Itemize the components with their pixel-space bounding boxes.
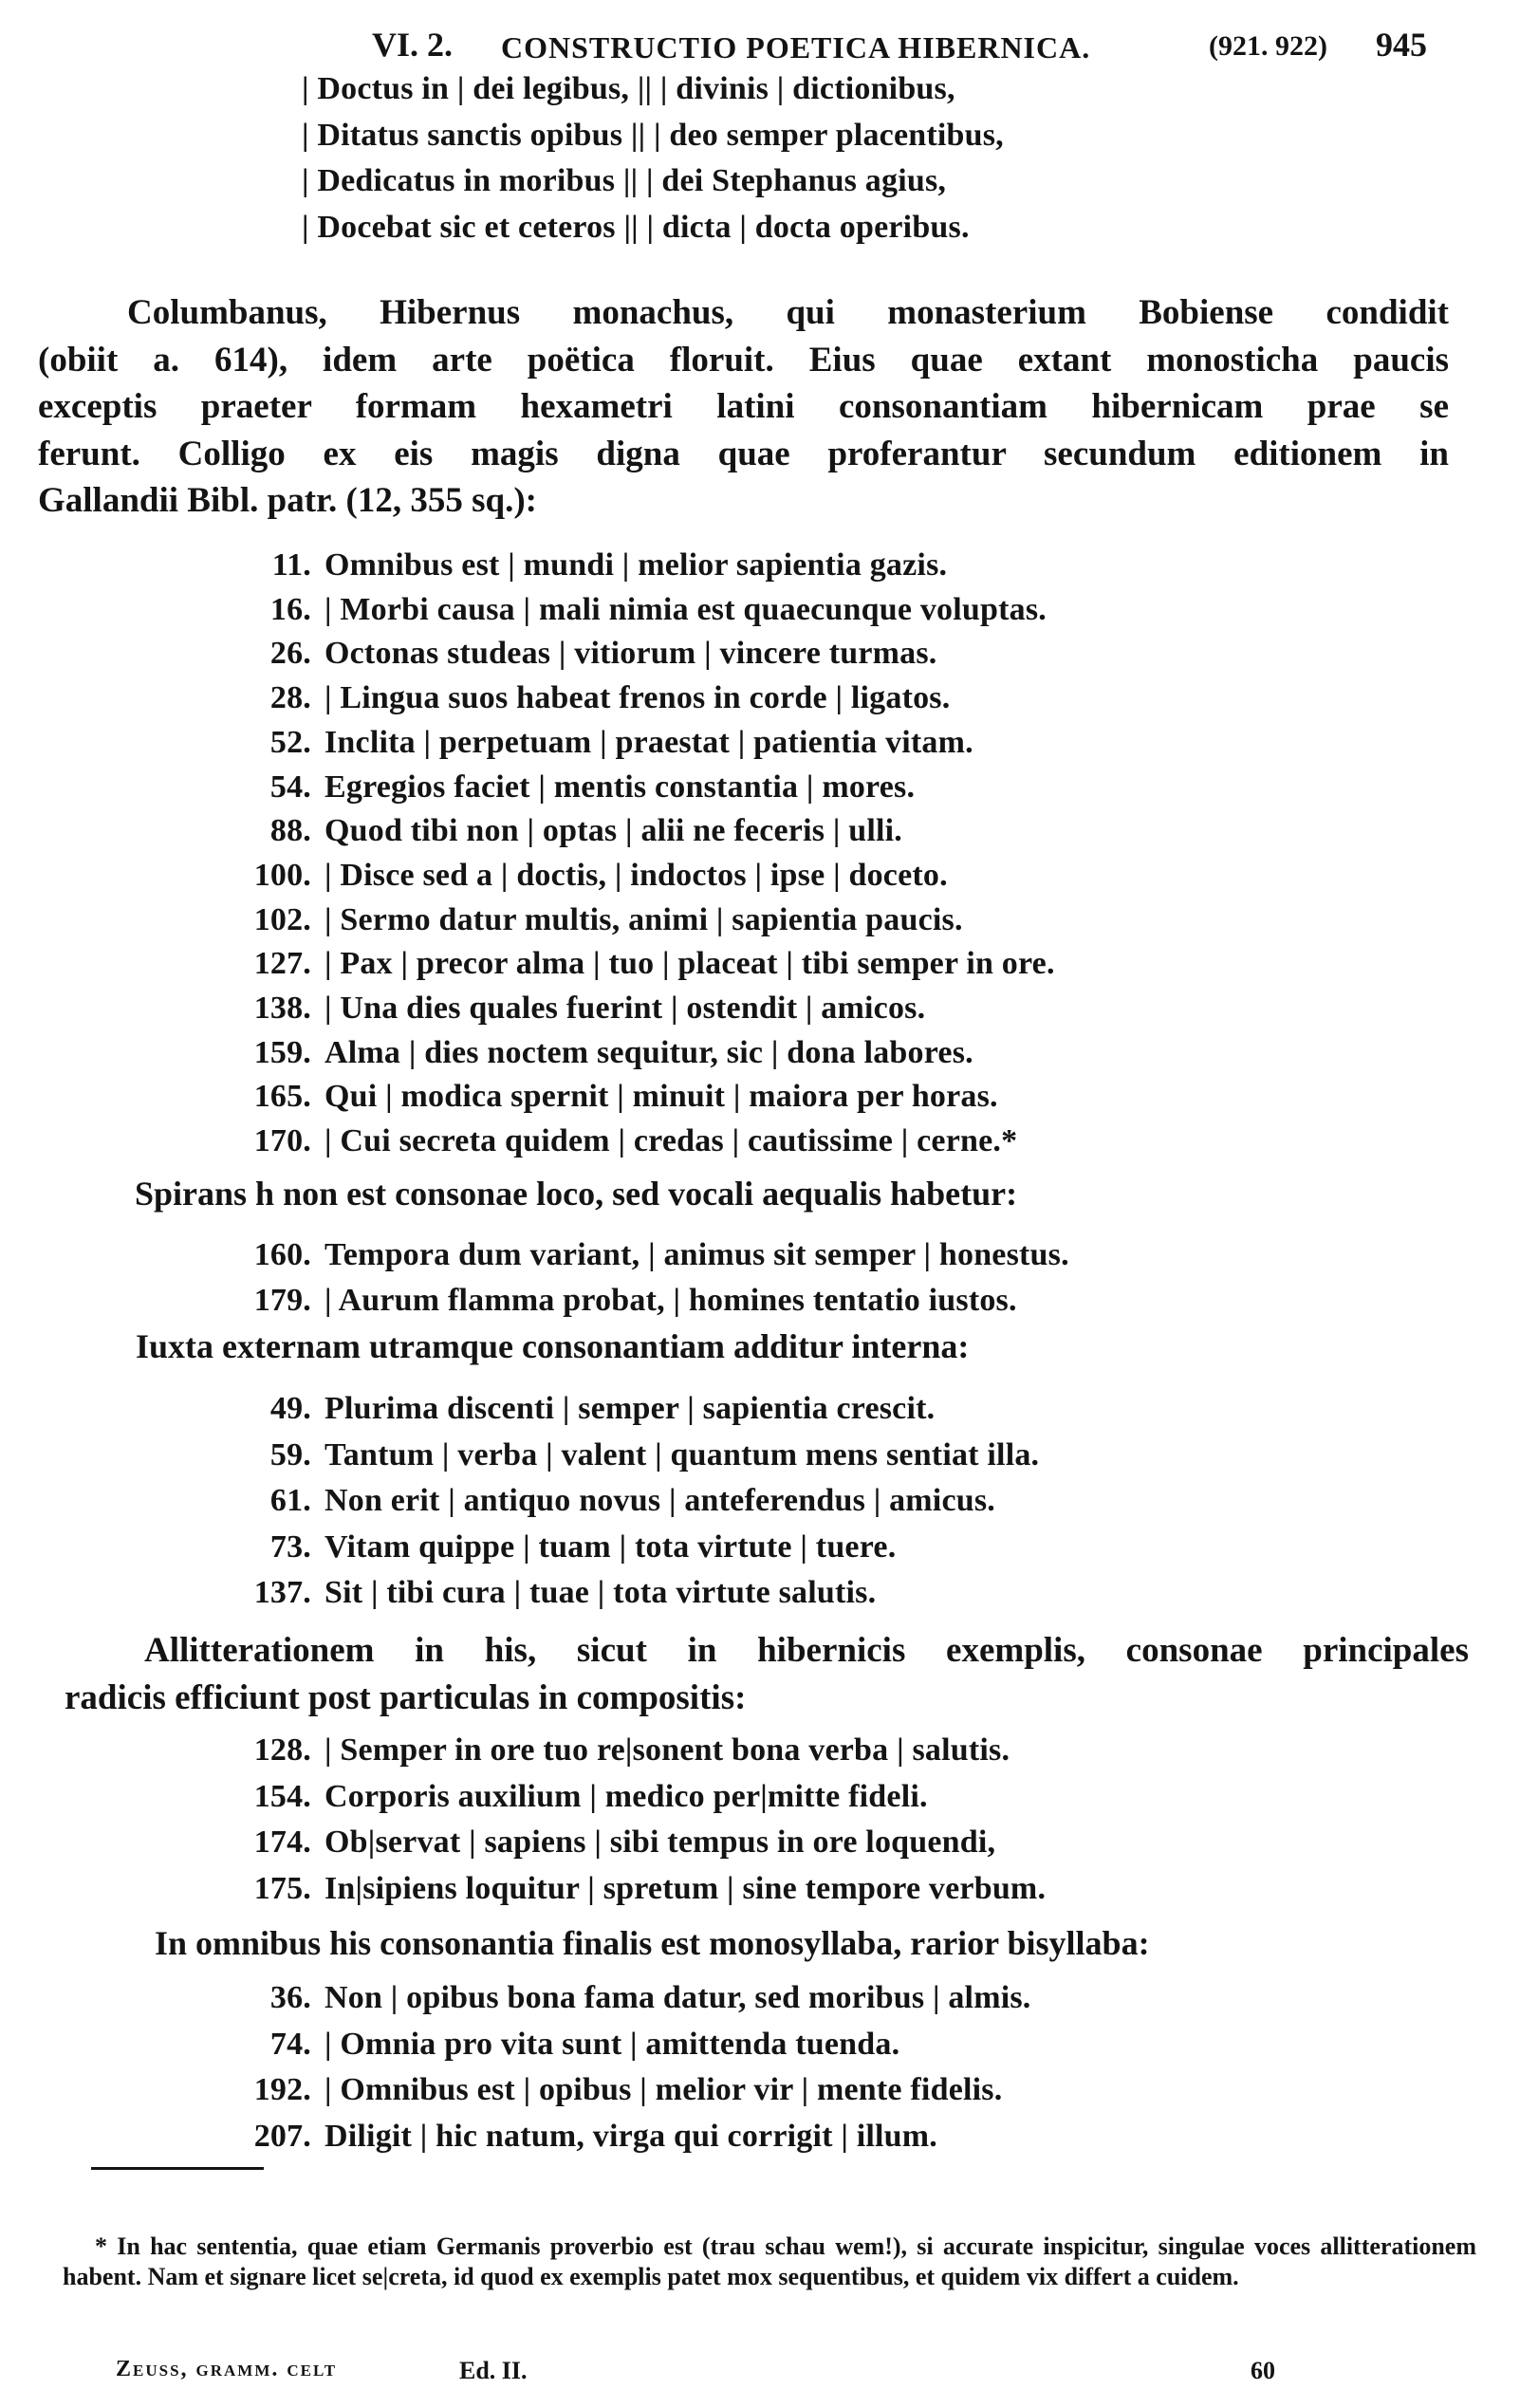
verse-text: | Omnibus est | opibus | melior vir | mente fidelis. — [324, 2072, 1003, 2107]
verse-row — [213, 902, 963, 938]
chapter-title: CONSTRUCTIO POETICA HIBERNICA. — [501, 30, 1091, 65]
verse-text: | Morbi causa | mali nimia est quaecunque voluptas. — [324, 591, 1047, 627]
verse-row — [213, 2119, 937, 2155]
verse-number: 102. — [253, 901, 311, 937]
opening-verse-line: | Doctus in | dei legibus, || | divinis | dictionibus, — [302, 71, 955, 106]
verse-row — [213, 813, 902, 849]
verse-number: 160. — [253, 1237, 311, 1272]
verse-number: 74. — [269, 2026, 311, 2062]
verse-text: Inclita | perpetuam | praestat | patientia vitam. — [324, 724, 973, 760]
paragraph-line: Gallandii Bibl. patr. (12, 355 sq.): — [38, 481, 537, 520]
verse-text: | Semper in ore tuo re|sonent bona verba | salutis. — [324, 1732, 1010, 1768]
verse-row — [213, 1079, 998, 1115]
verse-row — [213, 592, 1047, 628]
verse-row — [213, 1529, 896, 1565]
verse-row — [213, 1283, 1017, 1319]
verse-text: Tempora dum variant, | animus sit semper | honestus. — [324, 1237, 1069, 1272]
verse-number: 128. — [253, 1732, 311, 1768]
verse-text: Tantum | verba | valent | quantum mens sentiat illa. — [324, 1436, 1040, 1473]
verse-row — [213, 991, 925, 1027]
verse-text: Egregios faciet | mentis constantia | mores. — [324, 769, 916, 805]
signature-mark: Zeuss, gramm. celt — [116, 2357, 338, 2381]
verse-row — [213, 1123, 1017, 1159]
verse-number: 170. — [253, 1123, 311, 1159]
opening-verse-line: | Dedicatus in moribus || | dei Stephanus agius, — [302, 163, 947, 198]
verse-number: 179. — [253, 1283, 311, 1318]
verse-row — [213, 547, 947, 583]
verse-number: 49. — [269, 1391, 311, 1426]
opening-verse-line: | Ditatus sanctis opibus || | deo semper placentibus, — [302, 118, 1004, 153]
paragraph-omnibus: In omnibus his consonantia finalis est monosyllaba, rarior bisyllaba: — [155, 1924, 1150, 1962]
verse-text: | Una dies quales fuerint | ostendit | amicos. — [324, 991, 926, 1026]
verse-number: 207. — [253, 2118, 311, 2154]
verse-text: In|sipiens loquitur | spretum | sine tempore verbum. — [324, 1870, 1047, 1906]
verse-row — [213, 858, 948, 894]
verse-text: Qui | modica spernit | minuit | maiora per horas. — [324, 1079, 998, 1115]
paragraph-line: radicis efficiunt post particulas in compositis: — [65, 1678, 747, 1717]
verse-row — [213, 1437, 1039, 1473]
verse-row — [213, 1871, 1046, 1907]
verse-row — [213, 1035, 973, 1071]
verse-text: Corporis auxilium | medico per|mitte fideli. — [324, 1778, 928, 1814]
paragraph-line: ferunt. Colligo ex eis magis digna quae proferantur secundum editionem in — [38, 434, 1449, 473]
verse-text: | Cui secreta quidem | credas | cautissime | cerne.* — [324, 1123, 1018, 1159]
verse-row — [213, 1980, 1031, 2016]
footnote: * In hac sententia, quae etiam Germanis proverbio est (trau schau wem!), si accurate inspicitur, singulae voces allitterationem habent. Nam et signare licet se|creta, id quod ex exemplis patet mox sequentibus, et quidem vix differt a cuidem. — [63, 2232, 1476, 2290]
verse-text: Plurima discenti | semper | sapientia crescit. — [324, 1391, 936, 1426]
verse-row — [213, 1825, 995, 1861]
verse-text: Non erit | antiquo novus | anteferendus | amicus. — [324, 1483, 995, 1518]
verse-text: Omnibus est | mundi | melior sapientia gazis. — [324, 547, 948, 583]
verse-number: 16. — [269, 591, 311, 627]
verse-text: Ob|servat | sapiens | sibi tempus in ore loquendi, — [324, 1825, 996, 1860]
paragraph-reference: (921. 922) — [1209, 30, 1327, 62]
verse-text: | Pax | precor alma | tuo | placeat | tibi semper in ore. — [324, 946, 1055, 982]
verse-text: Alma | dies noctem sequitur, sic | dona labores. — [324, 1034, 973, 1070]
verse-row — [213, 769, 915, 806]
verse-text: Sit | tibi cura | tuae | tota virtute salutis. — [324, 1575, 877, 1610]
verse-number: 11. — [271, 547, 311, 583]
verse-text: | Disce sed a | doctis, | indoctos | ipse | doceto. — [324, 857, 948, 893]
edition-mark: Ed. II. — [459, 2357, 528, 2384]
chapter-number: VI. 2. — [372, 26, 454, 64]
verse-row — [213, 2072, 1002, 2108]
verse-number: 192. — [253, 2072, 311, 2107]
verse-row — [213, 1779, 928, 1815]
verse-number: 175. — [253, 1870, 311, 1906]
sheet-number: 60 — [1251, 2357, 1275, 2384]
verse-number: 54. — [269, 769, 311, 805]
verse-number: 73. — [269, 1528, 311, 1565]
paragraph-line: exceptis praeter formam hexametri latini consonantiam hibernicam prae se — [38, 387, 1449, 426]
verse-row — [213, 2027, 899, 2063]
paragraph-line: (obiit a. 614), idem arte poëtica floruit. Eius quae extant monosticha paucis — [38, 340, 1449, 380]
verse-number: 174. — [253, 1825, 311, 1860]
verse-number: 52. — [269, 724, 311, 760]
verse-text: Quod tibi non | optas | alii ne feceris | ulli. — [324, 813, 902, 849]
verse-number: 36. — [269, 1980, 311, 2015]
footnote-rule — [91, 2167, 264, 2170]
verse-text: Non | opibus bona fama datur, sed moribus | almis. — [324, 1980, 1031, 2015]
verse-number: 137. — [253, 1575, 311, 1610]
opening-verse-line: | Docebat sic et ceteros || | dicta | docta operibus. — [302, 210, 970, 245]
verse-number: 59. — [269, 1436, 311, 1473]
verse-row — [213, 725, 973, 761]
verse-number: 138. — [253, 991, 311, 1026]
verse-row — [213, 680, 950, 716]
paragraph-iuxta: Iuxta externam utramque consonantiam additur interna: — [136, 1327, 970, 1365]
verse-text: | Omnia pro vita sunt | amittenda tuenda. — [324, 2026, 900, 2062]
verse-row — [213, 636, 937, 672]
verse-number: 26. — [269, 636, 311, 672]
verse-row — [213, 1483, 995, 1519]
verse-text: Diligit | hic natum, virga qui corrigit | illum. — [324, 2118, 938, 2154]
verse-number: 88. — [269, 813, 311, 849]
verse-text: | Aurum flamma probat, | homines tentatio iustos. — [324, 1283, 1017, 1318]
verse-number: 61. — [269, 1483, 311, 1518]
paragraph-line: Allitterationem in his, sicut in hibernicis exemplis, consonae principales — [144, 1631, 1469, 1670]
verse-row — [213, 1237, 1069, 1273]
verse-text: | Lingua suos habeat frenos in corde | ligatos. — [324, 680, 951, 716]
verse-text: | Sermo datur multis, animi | sapientia paucis. — [324, 901, 963, 937]
verse-text: Vitam quippe | tuam | tota virtute | tuere. — [324, 1528, 897, 1565]
verse-number: 165. — [253, 1079, 311, 1115]
verse-number: 127. — [253, 946, 311, 982]
paragraph-line: Columbanus, Hibernus monachus, qui monasterium Bobiense condidit — [127, 293, 1449, 332]
verse-number: 100. — [253, 857, 311, 893]
verse-number: 28. — [269, 680, 311, 716]
verse-text: Octonas studeas | vitiorum | vincere turmas. — [324, 636, 937, 672]
verse-row — [213, 946, 1055, 982]
paragraph-spirans: Spirans h non est consonae loco, sed vocali aequalis habetur: — [135, 1175, 1018, 1213]
verse-number: 159. — [253, 1034, 311, 1070]
verse-row — [213, 1732, 1010, 1769]
verse-number: 154. — [253, 1778, 311, 1814]
verse-row — [213, 1391, 935, 1427]
verse-row — [213, 1575, 876, 1611]
page-number: 945 — [1376, 26, 1427, 64]
